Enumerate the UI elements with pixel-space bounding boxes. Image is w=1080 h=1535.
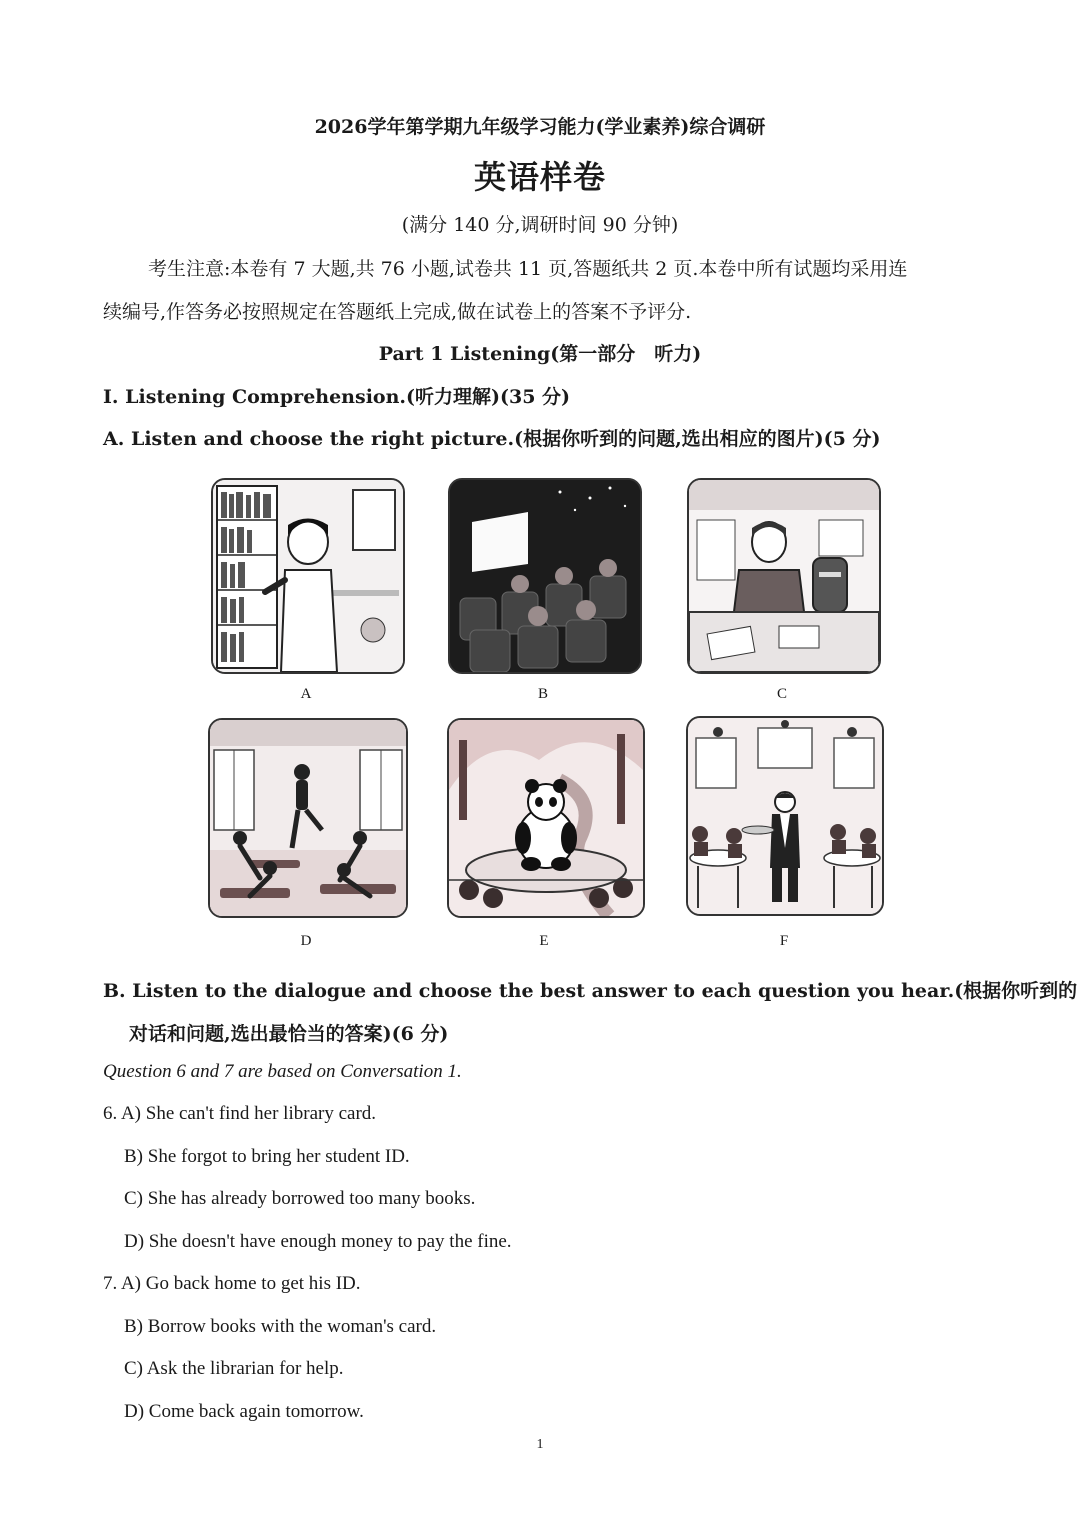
picture-c [687,478,881,674]
section-a-heading: A. Listen and choose the right picture.(根据你听到的问题,选出相应的图片)(5 分) [103,428,881,450]
question-6-option-b: B) She forgot to bring her student ID. [124,1146,410,1167]
picture-b [448,478,642,674]
section-b-heading-line-2: 对话和问题,选出最恰当的答案)(6 分) [129,1023,449,1045]
yoga-class-icon [210,720,406,916]
library-boy-icon [213,480,403,672]
picture-label-b: B [537,686,548,702]
part-title: Part 1 Listening(第一部分 听力) [378,343,702,365]
question-6-option-a: 6. A) She can't find her library card. [103,1103,377,1124]
section-heading: I. Listening Comprehension.(听力理解)(35 分) [103,386,571,408]
restaurant-waiter-icon [688,718,882,914]
exam-title: 2026学年第学期九年级学习能力(学业素养)综合调研 [314,116,766,138]
question-7-option-b: B) Borrow books with the woman's card. [124,1316,437,1337]
conversation-note: Question 6 and 7 are based on Conversation 1. [103,1061,462,1082]
page-number: 1 [536,1437,544,1452]
question-7-option-c: C) Ask the librarian for help. [124,1358,344,1379]
question-7-option-a: 7. A) Go back home to get his ID. [103,1273,361,1294]
picture-f [686,716,884,916]
section-b-heading-line-1: B. Listen to the dialogue and choose the best answer to each question you hear.(根据你听到的 [103,980,1078,1002]
post-office-icon [689,480,879,672]
question-7-option-d: D) Come back again tomorrow. [124,1401,364,1422]
picture-e [447,718,645,918]
picture-label-d: D [300,933,312,949]
picture-label-f: F [779,933,789,949]
picture-label-e: E [539,933,549,949]
panda-zoo-icon [449,720,643,916]
question-6-option-d: D) She doesn't have enough money to pay the fine. [124,1231,512,1252]
picture-label-a: A [300,686,312,702]
score-note: (满分 140 分,调研时间 90 分钟) [401,214,679,236]
paper-title: 英语样卷 [473,158,606,196]
notice-line-1: 考生注意:本卷有 7 大题,共 76 小题,试卷共 11 页,答题纸共 2 页.本卷中所有试题均采用连 [148,258,908,280]
cinema-icon [450,480,640,672]
picture-label-c: C [776,686,787,702]
notice-line-2: 续编号,作答务必按照规定在答题纸上完成,做在试卷上的答案不予评分. [103,301,692,323]
picture-a [211,478,405,674]
picture-d [208,718,408,918]
question-6-option-c: C) She has already borrowed too many books. [124,1188,476,1209]
